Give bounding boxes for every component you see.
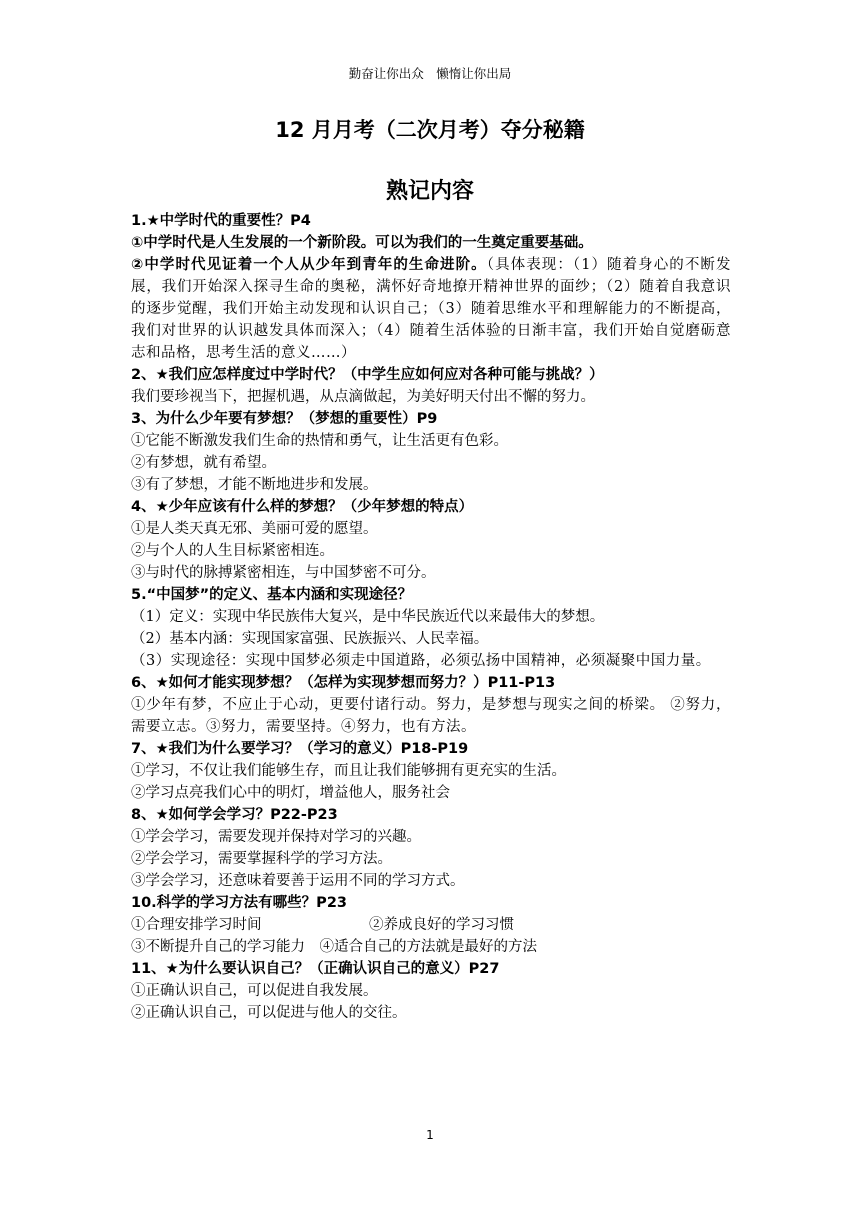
q1-point-2 [131,254,731,364]
list-item: （2）基本内涵：实现国家富强、民族振兴、人民幸福。 [131,631,489,647]
list-item: ②学习点亮我们心中的明灯，增益他人，服务社会 [131,785,450,801]
list-item: ①它能不断激发我们生命的热情和勇气，让生活更有色彩。 [131,433,508,449]
list-item: ③有了梦想，才能不断地进步和发展。 [131,477,378,493]
question-7: 7、★我们为什么要学习？（学习的意义）P18-P19 [131,741,469,757]
list-item: ①学习，不仅让我们能够生存，而且让我们能够拥有更充实的生活。 [131,763,566,779]
q2-answer: 我们要珍视当下，把握机遇，从点滴做起，为美好明天付出不懈的努力。 [131,389,595,405]
question-11: 11、★为什么要认识自己？（正确认识自己的意义）P27 [131,961,500,977]
page-number: 1 [426,1128,434,1142]
list-item: ③学会学习，还意味着要善于运用不同的学习方式。 [131,873,465,889]
list-item: ②正确认识自己，可以促进与他人的交往。 [131,1005,407,1021]
question-6: 6、★如何才能实现梦想？（怎样为实现梦想而努力？）P11-P13 [131,675,556,691]
question-3: 3、为什么少年要有梦想？（梦想的重要性）P9 [131,411,438,427]
q10-row-1 [131,914,731,936]
q1-point-2-bold: ②中学时代见证着一个人从少年到青年的生命进阶。 [131,257,487,273]
q10-method-1: ①合理安排学习时间 [131,917,262,933]
question-10: 10.科学的学习方法有哪些？P23 [131,895,347,911]
question-5: 5.“中国梦”的定义、基本内涵和实现途径？ [131,587,413,603]
q6-answer: ①少年有梦，不应止于心动，更要付诸行动。努力，是梦想与现实之间的桥梁。 ②努力，需要立志。③努力，需要坚持。④努力，也有方法。 [131,697,731,735]
list-item: ①正确认识自己，可以促进自我发展。 [131,983,378,999]
list-item: ②与个人的人生目标紧密相连。 [131,543,334,559]
page-title: 12 月月考（二次月考）夺分秘籍 [275,118,585,142]
q10-row-2: ③不断提升自己的学习能力 ④适合自己的方法就是最好的方法 [131,939,537,955]
question-1: 1.★中学时代的重要性？P4 [131,213,311,229]
list-item: ③与时代的脉搏紧密相连，与中国梦密不可分。 [131,565,436,581]
list-item: （3）实现途径：实现中国梦必须走中国道路，必须弘扬中国精神，必须凝聚中国力量。 [131,653,711,669]
list-item: ②学会学习，需要掌握科学的学习方法。 [131,851,392,867]
list-item: （1）定义：实现中华民族伟大复兴，是中华民族近代以来最伟大的梦想。 [131,609,605,625]
page-header-slogan: 勤奋让你出众 懒惰让你出局 [348,66,512,81]
q1-point-1: ①中学时代是人生发展的一个新阶段。可以为我们的一生奠定重要基础。 [131,235,593,251]
content-body [131,210,731,1024]
section-subtitle: 熟记内容 [385,179,474,204]
question-4: 4、★少年应该有什么样的梦想？（少年梦想的特点） [131,499,474,515]
list-item: ①学会学习，需要发现并保持对学习的兴趣。 [131,829,421,845]
question-2: 2、★我们应怎样度过中学时代？（中学生应如何应对各种可能与挑战？） [131,367,604,383]
q1-point-2-detail: （具体表现：（1）随着身心的不断发展，我们开始深入探寻生命的奥秘，满怀好奇地撩开精神世界的面纱；（2）随着自我意识的逐步觉醒，我们开始主动发现和认识自己；（3）随着思维水平和理解能力的不断提高，我们对世界的认识越发具体而深入；（4）随着生活体验的日渐丰富，我们开始自觉磨砺意志和品格，思考生活的意义……） [131,257,731,361]
question-8: 8、★如何学会学习？P22-P23 [131,807,338,823]
list-item: ①是人类天真无邪、美丽可爱的愿望。 [131,521,378,537]
list-item: ②有梦想，就有希望。 [131,455,276,471]
q10-method-2: ②养成良好的学习习惯 [369,917,514,933]
